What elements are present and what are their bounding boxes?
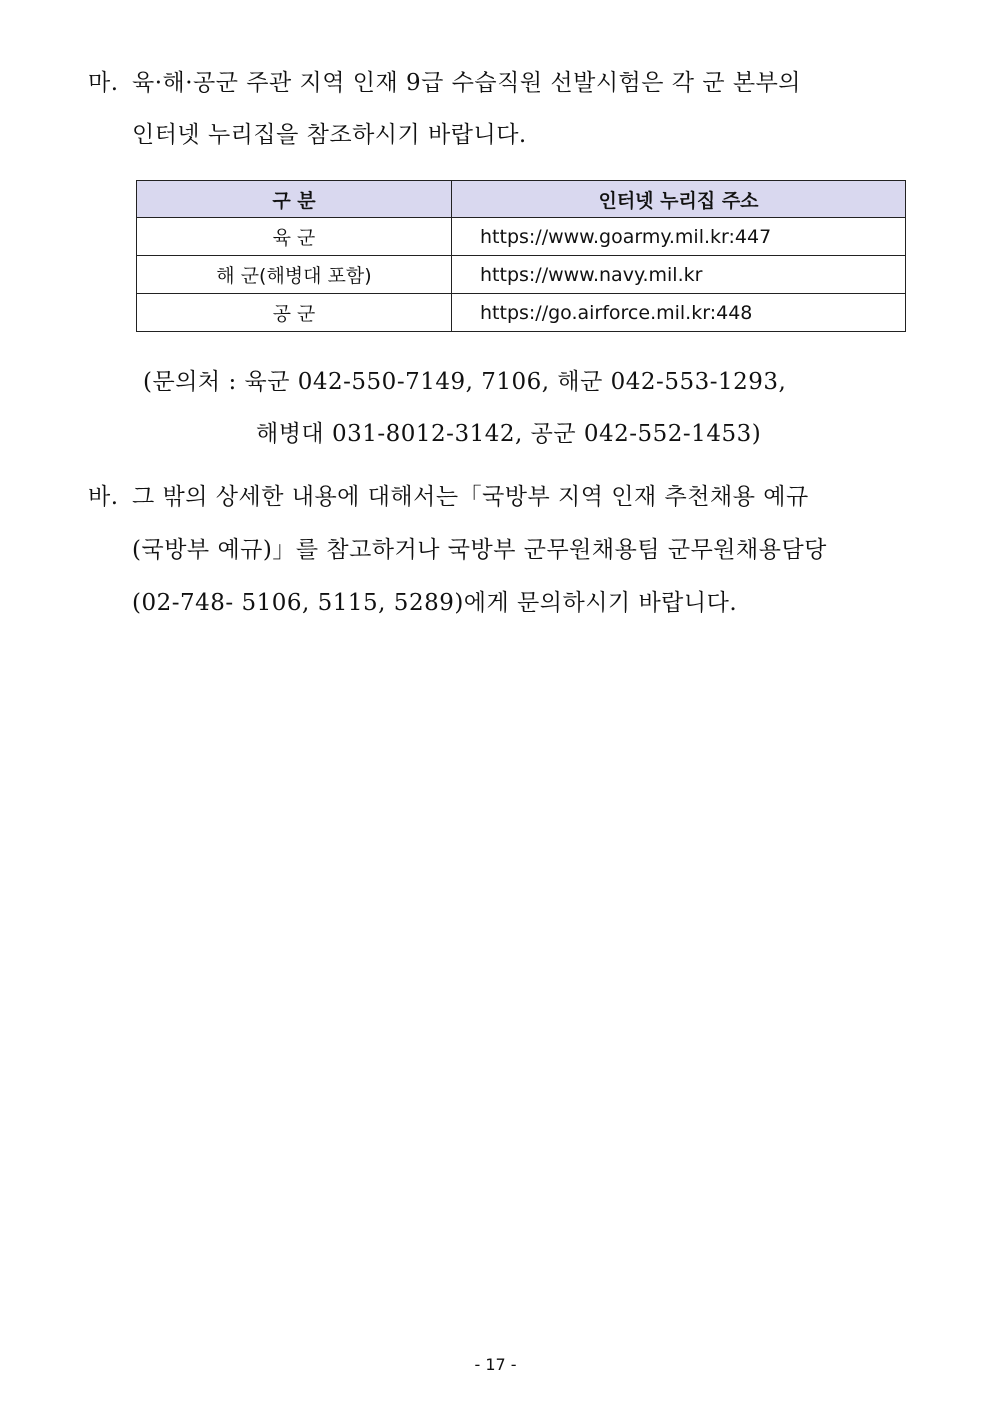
- section-ma-line-1: [88, 68, 801, 98]
- section-ma-marker: 마.: [88, 70, 119, 96]
- table-header-row: [137, 181, 906, 218]
- row-category-army: 육 군: [137, 218, 452, 256]
- header-url: 인터넷 누리집 주소: [452, 181, 906, 218]
- row-url-airforce[interactable]: https://go.airforce.mil.kr:448: [452, 294, 906, 332]
- header-category: 구 분: [137, 181, 452, 218]
- contact-line-1: (문의처 : 육군 042-550-7149, 7106, 해군 042-553-1293,: [143, 369, 787, 395]
- row-url-army[interactable]: https://www.goarmy.mil.kr:447: [452, 218, 906, 256]
- section-ma-text-2: 인터넷 누리집을 참조하시기 바랍니다.: [132, 122, 527, 148]
- row-category-airforce: 공 군: [137, 294, 452, 332]
- section-ba-text-1: 그 밖의 상세한 내용에 대해서는「국방부 지역 인재 추천채용 예규: [132, 484, 809, 510]
- table-row: [137, 218, 906, 256]
- row-url-navy[interactable]: https://www.navy.mil.kr: [452, 256, 906, 294]
- section-ma-text-1: 육·해·공군 주관 지역 인재 9급 수습직원 선발시험은 각 군 본부의: [132, 70, 802, 96]
- section-ba-text-2: (국방부 예규)」를 참고하거나 국방부 군무원채용팀 군무원채용담당: [132, 537, 827, 563]
- table-row: [137, 256, 906, 294]
- table-row: [137, 294, 906, 332]
- row-category-navy: 해 군(해병대 포함): [137, 256, 452, 294]
- contact-line-2: 해병대 031-8012-3142, 공군 042-552-1453): [256, 421, 762, 447]
- section-ba-line-1: [88, 482, 809, 512]
- section-ba-text-3: (02-748- 5106, 5115, 5289)에게 문의하시기 바랍니다.: [132, 590, 738, 616]
- url-table: [136, 180, 906, 332]
- section-ba-marker: 바.: [88, 484, 119, 510]
- page-number: - 17 -: [474, 1355, 517, 1374]
